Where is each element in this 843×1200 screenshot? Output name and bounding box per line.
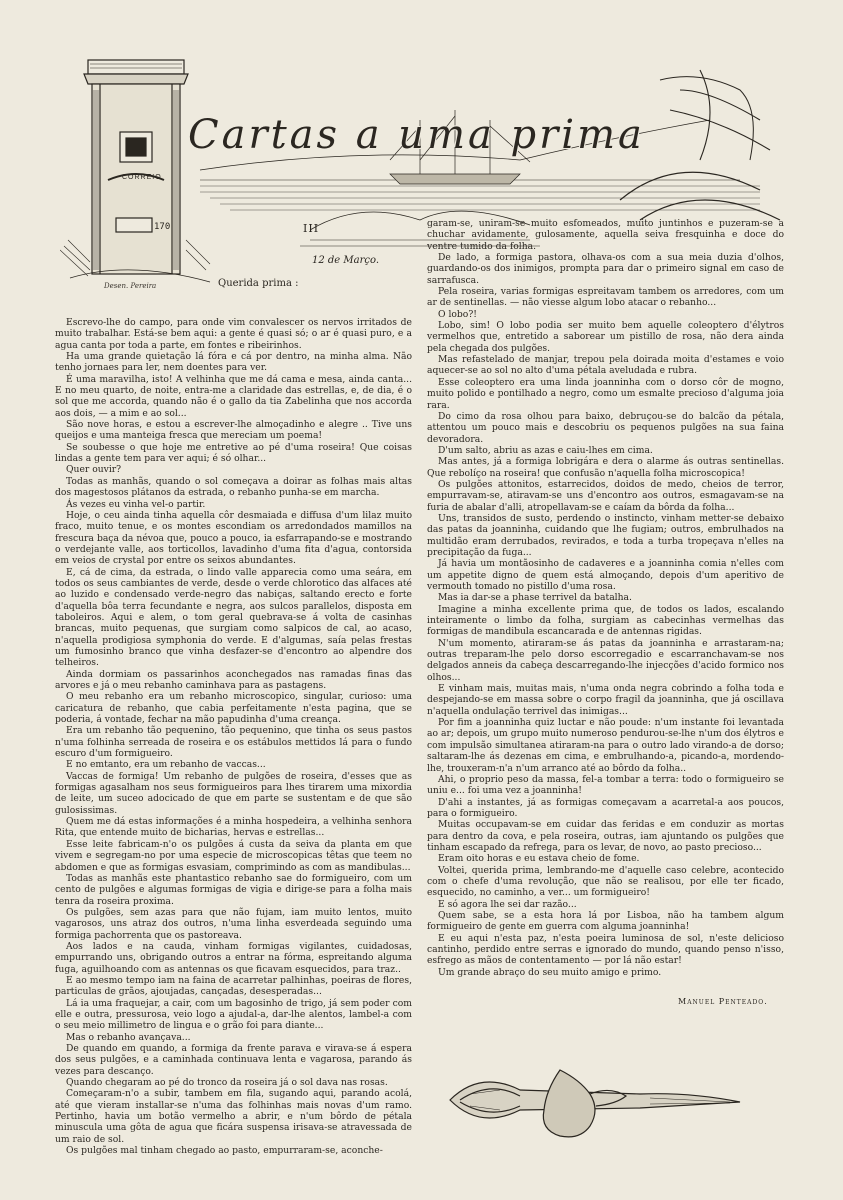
postbox-drawing xyxy=(60,60,210,282)
paragraph: Ha uma grande quietação lá fóra e cá por dentro, na minha alma. Não tenho jornaes para ler, nem doentes para ver. xyxy=(55,351,412,374)
author-signature: Manuel Penteado. xyxy=(678,997,768,1006)
paragraph: De lado, a formiga pastora, olhava-os com a sua meia duzia d'olhos, guardando-os dos inimigos, prompta para dar o primeiro signal em caso de sarrafusca. xyxy=(427,252,784,286)
masthead-title: Cartas a uma prima xyxy=(188,112,645,158)
paragraph: E eu aqui n'esta paz, n'esta poeira luminosa de sol, n'este delicioso cantinho, perdido entre serras e ignorado do mundo, quando penso n'isso, esfrego as mãos de contentamento — por lá não estar! xyxy=(427,932,784,967)
paragraph: Todas as manhãs este phantastico rebanho sae do formigueiro, com um cento de pulgões e algumas formigas de vigia e dirige-se para a folha mais tenra da roseira proxima. xyxy=(55,872,412,907)
paragraph: São nove horas, e estou a escrever-lhe almoçadinho e alegre .. Tive uns queijos e uma manteiga fresca que mereciam um poema! xyxy=(55,419,412,442)
paragraph: Uns, transidos de susto, perdendo o instincto, vinham metter-se debaixo das patas da joanninha, cuidando que lhe fugiam; outros, embrulhados na multidão eram derrubados, revirados, e toda a turba tropeçava n'elles na precipitação da fuga... xyxy=(427,512,784,558)
paragraph: Do cimo da rosa olhou para baixo, debruçou-se do balcão da pétala, attentou um pouco mais e descobriu os pequenos pulgões na sua faina devoradora. xyxy=(427,410,784,445)
paragraph: Por fim a joanninha quiz luctar e não poude: n'um instante foi levantada ao ar; depois, um grupo muito numeroso pendurou-se-lhe n'um dos élytros e com impulsão simultanea atiraram-na para o outro lado virando-a de dorso; saltaram-lhe ás dezenas em cima, e embrulhando-a, picando-a, mordendo-lhe, trouxeram-n'a n'um arranco até ao bôrdo da folha.. xyxy=(427,717,784,774)
paragraph: Ainda dormiam os passarinhos aconchegados nas ramadas finas das arvores e já o meu rebanho caminhava para as pastagens. xyxy=(55,668,412,691)
paragraph: Esse leite fabricam-n'o os pulgões á custa da seiva da planta em que vivem e segregam-no por uma especie de microscopicas têtas que teem no abdomen e que as formigas esvasiam, comprimindo as com as mandibulas... xyxy=(55,838,412,873)
paragraph: Quem me dá estas informações é a minha hospedeira, a velhinha senhora Rita, que entende muito de bicharias, hervas e estrellas... xyxy=(55,816,412,839)
paragraph: D'ahi a instantes, já as formigas começavam a acarretal-a aos poucos, para o formigueiro. xyxy=(427,796,784,819)
hand-and-quill-tailpiece xyxy=(440,1050,760,1150)
paragraph: Eram oito horas e eu estava cheio de fome. xyxy=(438,853,640,865)
paragraph: Os pulgões, sem azas para que não fujam, iam muito lentos, muito vagarosos, uns atraz dos outros, n'uma linha esverdeada seguindo uma formiga pachorrenta que os pastoreava. xyxy=(55,906,412,941)
paragraph: De quando em quando, a formiga da frente parava e virava-se á espera dos seus pulgões, e a caminhada continuava lenta e vagarosa, parando ás vezes para descanço. xyxy=(55,1043,412,1077)
paragraph: Lá ia uma fraquejar, a cair, com um bagosinho de trigo, já sem poder com elle e outra, pressurosa, veio logo a ajudal-a, dar-lhe alentos, lambel-a com o seu meio millimetro de lingua e o grão foi para diante... xyxy=(55,997,412,1032)
paragraph: Os pulgões mal tinham chegado ao pasto, empurraram-se, aconche- xyxy=(66,1145,383,1157)
paragraph: O meu rebanho era um rebanho microscopico, singular, curioso: uma caricatura de rebanho, que cabia perfeitamente n'esta pagina, que se poderia, á vontade, fechar na mão papudinha d'uma creança. xyxy=(55,691,412,726)
paragraph: Lobo, sim! O lobo podia ser muito bem aquelle coleoptero d'élytros vermelhos que, entretido a saborear um pistillo de rosa, não dera ainda pela chegada dos pulgões. xyxy=(427,320,784,354)
paragraph: Ahi, o proprio peso da massa, fel-a tombar a terra: todo o formigueiro se uniu e... foi uma vez a joanninha! xyxy=(427,773,784,797)
paragraph: E no emtanto, era um rebanho de vaccas... xyxy=(66,759,266,771)
paragraph: Os pulgões attonitos, estarrecidos, doidos de medo, cheios de terror, empurravam-se, atiravam-se uns d'encontro aos outros, esmagavam-se na furia de abalar d'alli, atropellavam-se e caíam da bôrda da folha... xyxy=(427,478,784,513)
paragraph: D'um salto, abriu as azas e caiu-lhes em cima. xyxy=(438,444,653,456)
postbox-number: 170 xyxy=(154,222,171,232)
paragraph: E vinham mais, muitas mais, n'uma onda negra cobrindo a folha toda e despejando-se em massa sobre o corpo fragil da joanninha, que já oscillava n'aquella ondulação terrivel das inimigas... xyxy=(427,683,784,717)
paragraph: E ao mesmo tempo iam na faina de acarretar palhinhas, poeiras de flores, particulas de grãos, ajoujadas, cançadas, desesperadas... xyxy=(55,974,412,998)
paragraph: Vaccas de formiga! Um rebanho de pulgões de roseira, d'esses que as formigas agasalham nos seus formigueiros para lhes tirarem uma mixordia de leite, um suceo adocicado de que em parte se sustentam e de que são gulosissimas. xyxy=(55,770,412,816)
paragraph: Quem sabe, se a esta hora lá por Lisboa, não ha tambem algum formigueiro de gente em guerra com alguma joanninha! xyxy=(427,909,784,933)
paragraph: Voltei, querida prima, lembrando-me d'aquelle caso celebre, acontecido com o chefe d'uma revolução, que não se realisou, por elle ter ficado, esquecido, no caminho, a ver... um formigueiro! xyxy=(427,864,784,899)
paragraph: Escrevo-lhe do campo, para onde vim convalescer os nervos irritados de muito trabalhar. Está-se bem aqui: a gente é quasi só; o ar é quasi puro, e a agua canta por toda a parte, em fontes e ribeirinhos. xyxy=(55,317,412,351)
paragraph: Se soubesse o que hoje me entretive ao pé d'uma roseira! Que coisas lindas a gente tem para ver aqui; é só olhar... xyxy=(55,441,412,465)
paragraph: Pela roseira, varias formigas espreitavam tambem os arredores, com um ar de sentinellas. — não viesse algum lobo atacar o rebanho... xyxy=(427,286,784,309)
paragraph: Aos lados e na cauda, vinham formigas vigilantes, cuidadosas, empurrando uns, obrigando outros a entrar na fórma, espreitando alguma fuga, aguilhoando com as antennas os que ficavam esquecidos, para traz.. xyxy=(55,940,412,975)
paragraph: Mas antes, já a formiga lobrigára e dera o alarme ás outras sentinellas. Que rebolíço na roseira! que confusão n'aquella folha microscopica! xyxy=(427,456,784,479)
paragraph: Imagine a minha excellente prima que, de todos os lados, escalando inteiramente o limbo da folha, surgiam as cabecinhas vermelhas das formigas de mandibula escancarada e de antennas rigidas. xyxy=(427,603,784,638)
paragraph: Era um rebanho tão pequenino, tão pequenino, que tinha os seus pastos n'uma folhinha serreada de roseira e os estábulos mettidos lá para o fundo escuro d'um formigueiro. xyxy=(55,725,412,760)
paragraph: E só agora lhe sei dar razão... xyxy=(438,898,577,910)
paragraph: Muitas occupavam-se em cuidar das feridas e em conduzir as mortas para dentro da cova, e pela roseira, outras, iam ajuntando os pulgões que tinham escapado da refrega, para os levar, de novo, ao pasto precioso... xyxy=(427,819,784,853)
paragraph: Já havia um montãosinho de cadaveres e a joanninha comia n'elles com um appetite digno de quem está almoçando, depois d'um aperitivo de vermouth tomado no pistillo d'uma rosa. xyxy=(427,558,784,592)
letter-number: III xyxy=(303,222,320,235)
paragraph: Quer ouvir? xyxy=(66,464,122,476)
letter-date: 12 de Março. xyxy=(312,255,380,266)
paragraph: Todas as manhãs, quando o sol começava a doirar as folhas mais altas dos magestosos plátanos da estrada, o rebanho punha-se em marcha. xyxy=(55,475,412,499)
paragraph: Ás vezes eu vinha vel-o partir. xyxy=(66,498,206,510)
salutation: Querida prima : xyxy=(218,278,299,289)
right-column xyxy=(427,218,784,978)
paragraph: garam-se, uniram-se muito esfomeados, muito juntinhos e puzeram-se a chuchar avidamente, gulosamente, aquella seiva fresquinha e doce do ventre tumido da folha. xyxy=(427,218,784,252)
paragraph: Um grande abraço do seu muito amigo e primo. xyxy=(438,966,662,978)
paragraph: É uma maravilha, isto! A velhinha que me dá cama e mesa, ainda canta... E no meu quarto, de noite, entra-me a claridade das estrellas, e, de dia, é o sol que me accorda, quando não é o gallo da tia Zabelinha que nos accorda aos dois, — a mim e ao sol... xyxy=(55,373,412,419)
left-column xyxy=(55,317,412,1156)
paragraph: Mas refastelado de manjar, trepou pela doirada moita d'estames e voio aquecer-se ao sol no alto d'uma pétala aveludada e rubra. xyxy=(427,354,784,377)
paragraph: N'um momento, atiraram-se ás patas da joanninha e arrastaram-na; outras treparam-lhe pelo dorso escorregadio e escarranchavam-se nos delgados anneis da cabeça descarregando-lhe injecções d'acido formico nos olhos... xyxy=(427,637,784,683)
paragraph: Quando chegaram ao pé do tronco da roseira já o sol dava nas rosas. xyxy=(66,1077,388,1089)
postbox-label: CORREIO xyxy=(122,174,162,181)
paragraph: Mas ia dar-se a phase terrivel da batalha. xyxy=(438,592,632,604)
paragraph: Hoje, o ceu ainda tinha aquella côr desmaiada e diffusa d'um lilaz muito fraco, muito tenue, e os montes escondiam os arredondados mamillos na frescura baça da névoa que, pouco a pouco, ia esfarrapando-se e mostrando o verdejante valle, aos torticollos, lavadinho d'uma fita d'agua, contorsida em veios de crystal por entre os seixos abundantes. xyxy=(55,509,412,567)
paragraph: Mas o rebanho avançava... xyxy=(66,1031,191,1043)
artist-signature: Desen. Pereira xyxy=(104,282,157,290)
paragraph: O lobo?! xyxy=(438,308,477,320)
paragraph: Esse coleoptero era uma linda joanninha com o dorso côr de mogno, muito polido e pontilhado a negro, como um esmalte precioso d'alguma joia rara. xyxy=(427,376,784,411)
paragraph: Começaram-n'o a subir, tambem em fila, sugando aqui, parando acolá, até que vieram installar-se n'uma das folhinhas mais novas d'um ramo. Pertinho, havia um botão vermelho a abrir, e n'um bôrdo de pétala minuscula uma gôta de agua que ficára suspensa irisava-se atravessada de um raio de sol. xyxy=(55,1088,412,1145)
paragraph: E, cá de cima, da estrada, o lindo valle apparecia como uma seára, em todos os seus cambiantes de verde, desde o verde chlorotico das alfaces até ao luzido e condensado verde-negro das nabiças, saltando erecto e forte d'aquella bôa terra fecundante e negra, aos sulcos parallelos, disposta em taboleiros. Aqui e alem, o tom geral quebrava-se á volta de casinhas brancas, muito pequenas, que surgiam como salpicos de cal, ao acaso, n'aquella prodigiosa symphonia do verde. E d'algumas, saía pelas frestas um fumosinho branco que vinha desfazer-se d'encontro ao alpendre dos telheiros. xyxy=(55,566,412,669)
